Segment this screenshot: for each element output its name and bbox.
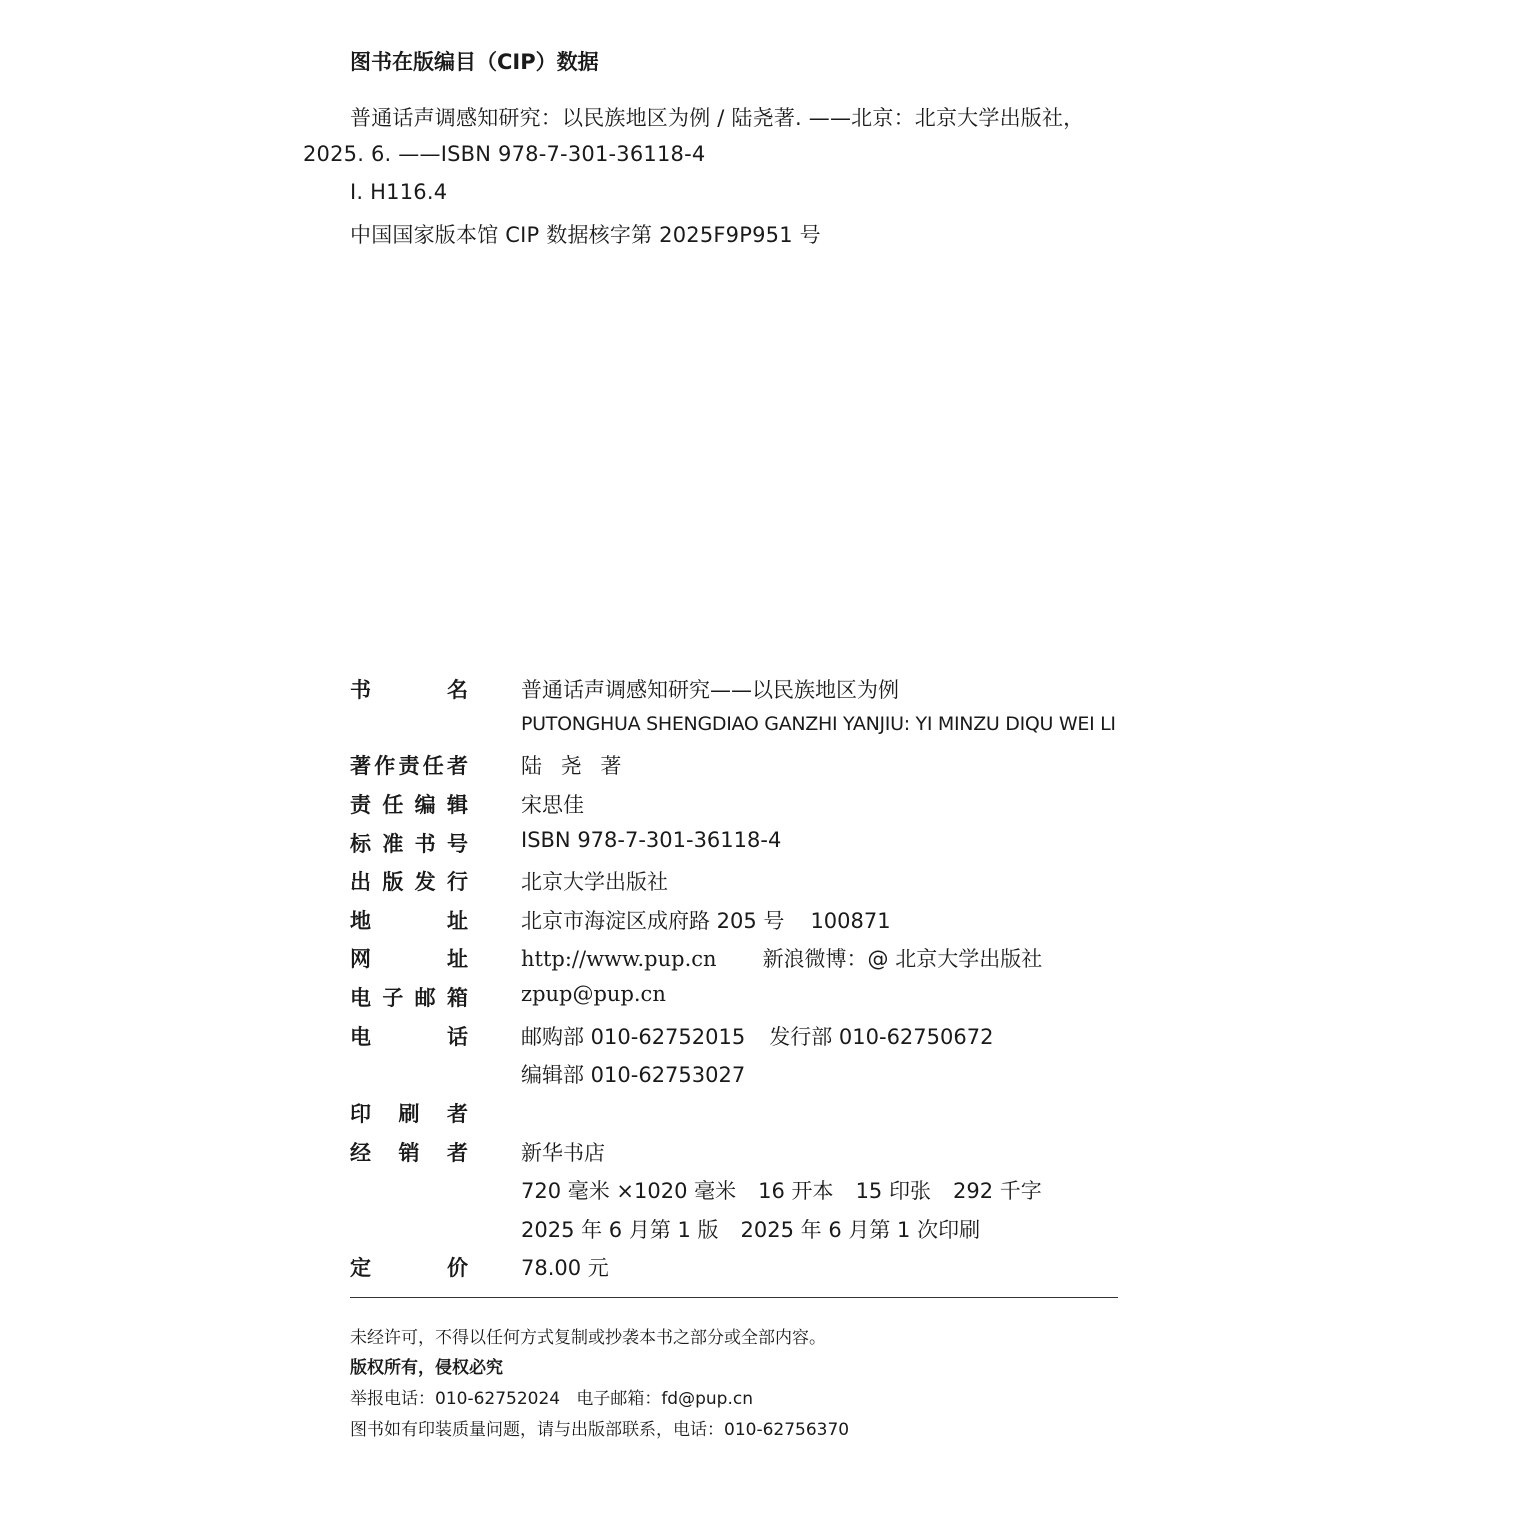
label-char: 版 (382, 870, 404, 894)
notice-all-rights: 版权所有，侵权必究 (350, 1358, 503, 1378)
label-char: 子 (382, 986, 404, 1010)
row-format (0, 1175, 1514, 1211)
cip-line-1: 普通话声调感知研究：以民族地区为例 / 陆尧著. ——北京：北京大学出版社， (350, 106, 1085, 130)
row-author (0, 750, 1514, 786)
value-email[interactable]: zpup@pup.cn (521, 982, 666, 1006)
label-address (350, 905, 468, 935)
notice-report-contact: 举报电话：010-62752024 电子邮箱：fd@pup.cn (350, 1389, 753, 1409)
row-price (0, 1252, 1514, 1288)
label-char: 任 (382, 793, 404, 817)
label-char: 电 (350, 986, 371, 1010)
label-char: 号 (446, 832, 468, 856)
row-distributor (0, 1137, 1514, 1173)
row-editor (0, 789, 1514, 825)
row-phone-2 (0, 1059, 1514, 1095)
row-isbn (0, 828, 1514, 864)
value-address (521, 905, 891, 935)
label-char: 者 (447, 1141, 468, 1165)
cip-line-4: 中国国家版本馆 CIP 数据核字第 2025F9P951 号 (350, 223, 821, 247)
postcode-text: 100871 (810, 909, 891, 933)
label-book-title (350, 674, 468, 704)
label-char: 名 (447, 678, 468, 702)
label-char: 价 (447, 1256, 468, 1280)
printing-text: 2025 年 6 月第 1 次印刷 (740, 1218, 981, 1242)
label-author (350, 750, 468, 780)
label-char: 者 (447, 1102, 468, 1126)
format-kai: 16 开本 (758, 1179, 834, 1203)
row-phone (0, 1021, 1514, 1057)
label-char: 准 (382, 832, 404, 856)
label-isbn (350, 828, 468, 858)
cip-title: 图书在版编目（CIP）数据 (350, 50, 599, 74)
value-distributor: 新华书店 (521, 1141, 605, 1165)
notice-no-copy: 未经许可，不得以任何方式复制或抄袭本书之部分或全部内容。 (350, 1328, 826, 1348)
row-publisher (0, 866, 1514, 902)
label-char: 印 (350, 1102, 371, 1126)
phone-distribution: 发行部 010-62750672 (769, 1025, 994, 1049)
label-char: 经 (350, 1141, 371, 1165)
label-char: 书 (350, 678, 371, 702)
label-website (350, 943, 468, 973)
row-printer (0, 1098, 1514, 1134)
value-website (521, 943, 1042, 973)
label-char: 作 (374, 754, 396, 778)
row-address (0, 905, 1514, 941)
label-char: 址 (447, 947, 468, 971)
label-editor (350, 789, 468, 819)
cip-line-3: Ⅰ. H116.4 (350, 180, 448, 204)
label-printer (350, 1098, 468, 1128)
website-link[interactable]: http://www.pup.cn (521, 947, 717, 971)
label-char: 标 (350, 832, 371, 856)
label-char: 址 (447, 909, 468, 933)
label-char: 地 (350, 909, 371, 933)
value-isbn: ISBN 978-7-301-36118-4 (521, 828, 782, 852)
row-book-title-pinyin (0, 713, 1514, 749)
label-char: 发 (414, 870, 436, 894)
label-price (350, 1252, 468, 1282)
label-char: 责 (398, 754, 420, 778)
label-char: 话 (447, 1025, 468, 1049)
label-char: 编 (414, 793, 436, 817)
format-words: 292 千字 (952, 1179, 1042, 1203)
label-email (350, 982, 468, 1012)
phone-editorial: 编辑部 010-62753027 (521, 1063, 746, 1087)
label-char: 箱 (446, 986, 468, 1010)
value-book-title: 普通话声调感知研究——以民族地区为例 (521, 678, 899, 702)
label-char: 定 (350, 1256, 371, 1280)
label-char: 行 (446, 870, 468, 894)
format-size: 720 毫米 ×1020 毫米 (521, 1179, 737, 1203)
label-char: 著 (350, 754, 371, 778)
value-price: 78.00 元 (521, 1256, 609, 1280)
value-format (521, 1175, 1042, 1205)
notice-quality-contact: 图书如有印装质量问题，请与出版部联系，电话：010-62756370 (350, 1420, 850, 1440)
label-char: 电 (350, 1025, 371, 1049)
label-char: 书 (414, 832, 436, 856)
label-char: 责 (350, 793, 371, 817)
label-char: 者 (447, 754, 468, 778)
format-sheets: 15 印张 (855, 1179, 931, 1203)
label-char: 网 (350, 947, 371, 971)
value-author: 陆 尧 著 (521, 754, 628, 778)
label-char: 销 (398, 1141, 420, 1165)
address-text: 北京市海淀区成府路 205 号 (521, 909, 785, 933)
label-char: 刷 (398, 1102, 420, 1126)
value-editor: 宋思佳 (521, 793, 584, 817)
phone-mail-order: 邮购部 010-62752015 (521, 1025, 746, 1049)
label-char: 出 (350, 870, 371, 894)
cip-line-2: 2025. 6. ——ISBN 978-7-301-36118-4 (303, 142, 706, 166)
label-distributor (350, 1137, 468, 1167)
label-char: 辑 (446, 793, 468, 817)
weibo-text: 新浪微博：@ 北京大学出版社 (762, 947, 1043, 971)
label-phone (350, 1021, 468, 1051)
label-publisher (350, 866, 468, 896)
label-char: 邮 (414, 986, 436, 1010)
value-book-title-pinyin: PUTONGHUA SHENGDIAO GANZHI YANJIU: YI MINZU DIQU WEI LI (521, 713, 1116, 735)
divider-line (350, 1297, 1118, 1298)
value-edition (521, 1214, 980, 1244)
value-publisher: 北京大学出版社 (521, 870, 668, 894)
row-website (0, 943, 1514, 979)
value-phone (521, 1021, 993, 1051)
label-char: 任 (422, 754, 444, 778)
edition-text: 2025 年 6 月第 1 版 (521, 1218, 719, 1242)
row-email (0, 982, 1514, 1018)
row-edition (0, 1214, 1514, 1250)
row-book-title (0, 674, 1514, 710)
